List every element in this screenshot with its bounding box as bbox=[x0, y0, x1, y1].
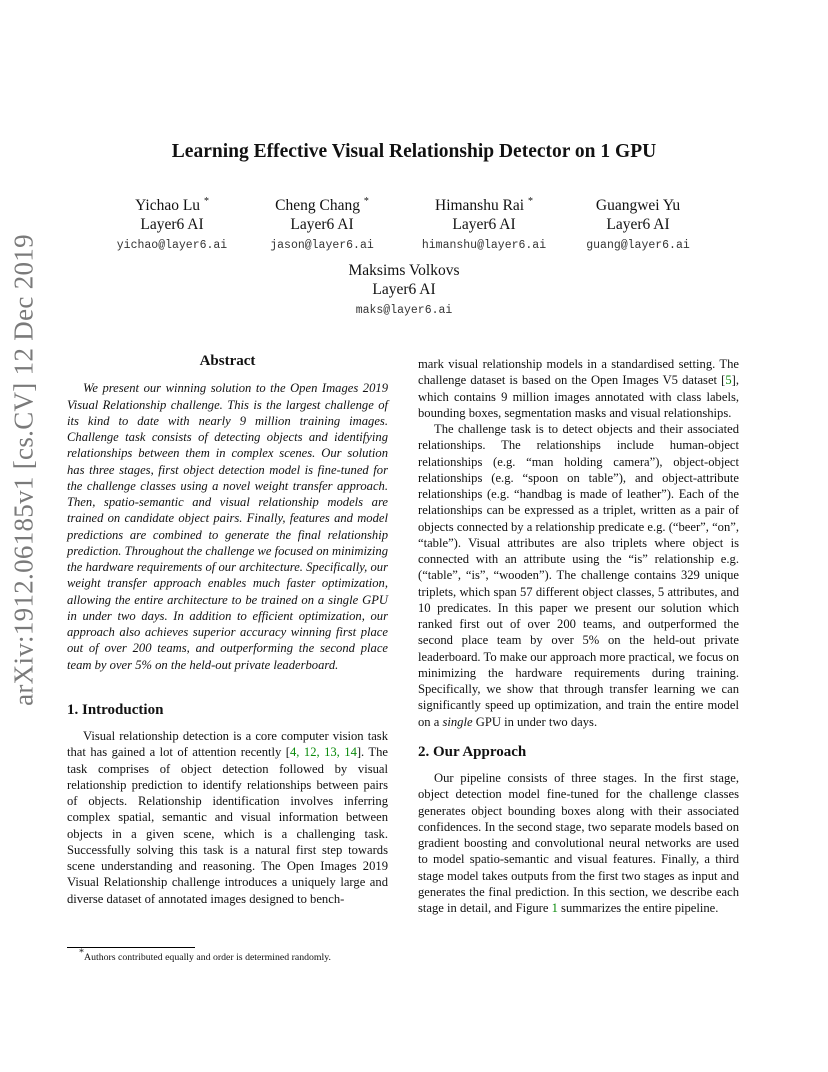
author-affiliation: Layer6 AI bbox=[452, 216, 516, 233]
intro-heading: 1. Introduction bbox=[67, 701, 164, 718]
left-column bbox=[67, 353, 388, 907]
author-block bbox=[102, 196, 242, 255]
author-block bbox=[568, 196, 708, 255]
author-block bbox=[404, 196, 564, 255]
challenge-paragraph: The challenge task is to detect objects and their associated relationships. The relationships include human-object relationships (e.g. “man holding camera”), object-object relationships (e.g. “spoon on table”), and object-attribute relationships (e.g. “handbag is made of leather”). Each of the relationships can be expressed as a triplet, written as a pair of objects connected by a relationship predicate e.g. (“beer”, “on”, “table”). Visual attributes are also triplets where object is connected with an attribute using the “is” relationship e.g. (“table”, “is”, “wooden”). The challenge contains 329 unique triplets, which span 57 different object classes, 5 attributes, and 10 predicates. In this paper we present our solution which ranked first out of over 200 teams, and outperformed the second place team by over 5% on the held-out private leaderboard. To make our approach more practical, we focus on minimizing the hardware requirements during training. Specifically, we show that through transfer learning we can significantly speed up optimization, and train the entire model on a single GPU in under two days. bbox=[418, 422, 739, 729]
right-column bbox=[418, 356, 739, 916]
author-name: Guangwei Yu bbox=[595, 197, 681, 214]
author-affiliation: Layer6 AI bbox=[140, 216, 204, 233]
approach-heading: 2. Our Approach bbox=[418, 743, 527, 760]
paper-title: Learning Effective Visual Relationship Detector on 1 GPU bbox=[171, 141, 657, 162]
intro-continued-paragraph: mark visual relationship models in a standardised setting. The challenge dataset is based on the Open Images V5 dataset [5], which contains 9 million images annotated with class labels, bounding boxes, segmentation masks and visual relationships. bbox=[418, 357, 739, 420]
author-email: maks@layer6.ai bbox=[355, 304, 453, 317]
author-affiliation: Layer6 AI bbox=[290, 216, 354, 233]
figure-link[interactable]: 1 bbox=[551, 901, 558, 915]
citation-link[interactable]: 5 bbox=[725, 373, 732, 388]
author-email: jason@layer6.ai bbox=[270, 239, 374, 252]
author-email: guang@layer6.ai bbox=[586, 239, 690, 252]
author-block bbox=[252, 196, 392, 255]
author-affiliation: Layer6 AI bbox=[606, 216, 670, 233]
arxiv-stamp bbox=[4, 234, 44, 706]
author-email: yichao@layer6.ai bbox=[116, 239, 228, 252]
author-name: Himanshu Rai * bbox=[435, 195, 533, 214]
author-name: Maksims Volkovs bbox=[348, 262, 460, 279]
citation-link[interactable]: 4, 12, 13, 14 bbox=[290, 745, 357, 760]
author-block bbox=[314, 261, 494, 320]
author-affiliation: Layer6 AI bbox=[372, 281, 436, 298]
abstract-text: We present our winning solution to the Open Images 2019 Visual Relationship challenge. This is the largest challenge of its kind to date with nearly 9 million training images. Challenge task consists of detecting objects and identifying relationships between them in complex scenes. Our solution has three stages, first object detection model is fine-tuned for the challenge classes using a novel weight transfer approach. Then, spatio-semantic and visual relationship models are trained on candidate object pairs. Finally, features and model predictions are combined to generate the final relationship prediction. Throughout the challenge we focused on minimizing the hardware requirements of our architecture. Specifically, our weight transfer approach enables much faster optimization, allowing the entire architecture to be trained on a single GPU in under two days. In addition to efficient optimization, our approach also achieves superior accuracy winning first place out of over 200 teams, and outperforming the second place team by over 5% on the held-out private leaderboard. bbox=[67, 381, 388, 672]
footnote-rule bbox=[67, 947, 195, 948]
intro-paragraph: Visual relationship detection is a core computer vision task that has gained a lot of attention recently [4, 12, 13, 14]. The task comprises of object detection followed by visual relationship prediction to identify relationships between pairs of objects. Relationship identification involves inferring complex spatial, semantic and visual information between objects in a given scene, which is a challenging task. Successfully solving this task is a natural first step towards scene understanding and reasoning. The Open Images 2019 Visual Relationship challenge introduces a uniquely large and diverse dataset of annotated images designed to bench- bbox=[67, 729, 388, 906]
abstract-heading: Abstract bbox=[199, 353, 256, 369]
author-email: himanshu@layer6.ai bbox=[421, 239, 547, 252]
author-name: Yichao Lu * bbox=[135, 195, 209, 214]
footnote: *Authors contributed equally and order is determined randomly. bbox=[79, 947, 331, 963]
arxiv-stamp-text: arXiv:1912.06185v1 [cs.CV] 12 Dec 2019 bbox=[8, 234, 39, 706]
approach-paragraph: Our pipeline consists of three stages. In the first stage, object detection model fine-tuned for the challenge classes generates object bounding boxes along with their associated confidences. In the second stage, two separate models based on gradient boosting and convolutional neural networks are used to model spatio-semantic and visual features. Finally, a third stage model takes outputs from the first two stages as input and generates the final prediction. In this section, we describe each stage in detail, and Figure 1 summarizes the entire pipeline. bbox=[418, 771, 739, 915]
author-name: Cheng Chang * bbox=[275, 195, 369, 214]
